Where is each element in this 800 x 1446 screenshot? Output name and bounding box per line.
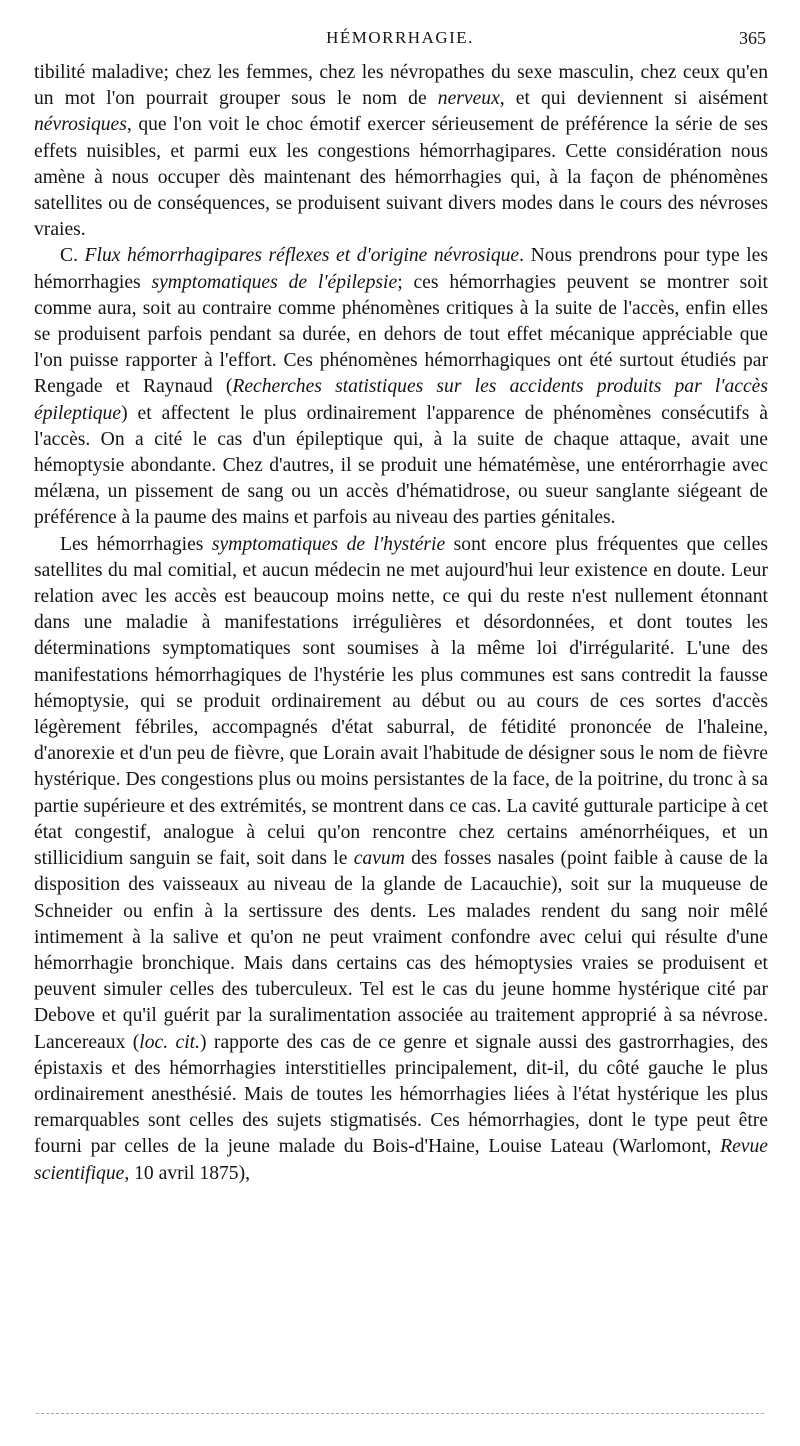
paragraph-continuation: tibilité maladive; chez les femmes, chez les névropathes du sexe masculin, chez ceux qu'en un mot l'on pourrait grouper sous le nom de nerveux, et qui deviennent si aisément névrosiques, que l'on voit le choc émotif exercer sérieusement de préférence la série de ses effets nuisibles, et parmi eux les congestions hémorrhagipares. Cette considération nous amène à nous occuper dès maintenant des hémorrhagies qui, à la façon de phénomènes satellites ou de conséquences, se produisent suivant divers modes dans le cours des névroses vraies. [34,62,768,241]
paragraph-reflex-hemorrhages: C. Flux hémorrhagipares réflexes et d'origine névrosique. Nous prendrons pour type les hémorrhagies symptomatiques de l'épilepsie; ces hémorrhagies peuvent se montrer soit comme aura, soit au contraire comme phénomènes critiques à la suite de l'accès, enfin elles se produisent parfois pendant sa durée, en dehors de tout effet mécanique appréciable que l'on puisse rapporter à l'effort. Ces phénomènes hémorrhagiques ont été surtout étudiés par Rengade et Raynaud (Recherches statistiques sur les accidents produits par l'accès épileptique) et affectent le plus ordinairement l'apparence de phénomènes consécutifs à l'accès. On a cité le cas d'un épileptique qui, à la suite de chaque attaque, avait une hémoptysie abondante. Chez d'autres, il se produit une hématémèse, une entérorrhagie avec mélæna, un pissement de sang ou un accès d'hématidrose, ou sueur sanglante siégeant de préférence à la paume des mains et parfois au niveau des parties génitales. [34,245,769,529]
paragraph-hysteria-hemorrhages: Les hémorrhagies symptomatiques de l'hystérie sont encore plus fréquentes que celles satellites du mal comitial, et aucun médecin ne met aujourd'hui leur existence en doute. Leur relation avec les accès est beaucoup moins nette, ce qui du reste n'est nullement étonnant dans une maladie à manifestations irrégulières et désordonnées, et dont toutes les déterminations symptomatiques sont soumises à la même loi d'irrégularité. L'une des manifestations hémorrhagiques de l'hystérie les plus communes est sans contredit la fausse hémoptysie, qui se produit ordinairement au début ou au cours de ces sortes d'accès légèrement fébriles, accompagnés d'état saburral, de fétidité prononcée de l'haleine, d'anorexie et d'un peu de fièvre, que Lorain avait l'habitude de désigner sous le nom de fièvre hystérique. Des congestions plus ou moins persistantes de la face, de la poitrine, du tronc à sa partie supérieure et des extrémités, se montrent dans ce cas. La cavité gutturale participe à cet état congestif, analogue à celui qu'on rencontre chez certains aménorrhéiques, et un stillicidium sanguin se fait, soit dans le cavum des fosses nasales (point faible à cause de la disposition des vaisseaux au niveau de la glande de Lacauchie), soit sur la muqueuse de Schneider ou enfin à la sertissure des dents. Les malades rendent du sang noir mêlé intimement à la salive et qu'on ne peut vraiment confondre avec celui qui résulte d'une hémorrhagie bronchique. Mais dans certains cas des hémoptysies vraies se produisent et peuvent simuler celles des tuberculeux. Tel est le cas du jeune homme hystérique cité par Debove et qu'il guérit par la suralimentation associée au traitement approprié à sa névrose. Lancereaux (loc. cit.) rapporte des cas de ce genre et signale aussi des gastrorrhagies, des épistaxis et des hémorrhagies interstitielles principalement, dit-il, du côté gauche le plus ordinairement anesthésié. Mais de toutes les hémorrhagies liées à l'état hystérique les plus remarquables sont celles des sujets stigmatisés. Ces hémorrhagies, dont le type peut être fourni par celles de la jeune malade du Bois-d'Haine, Louise Lateau (Warlomont, Revue scientifique, 10 avril 1875), [34,533,769,1184]
running-title: HÉMORRHAGIE. [326,28,474,47]
page-number: 365 [739,28,766,48]
footer-rule [36,1413,764,1414]
page-header [34,28,766,54]
body-text [34,60,768,1187]
